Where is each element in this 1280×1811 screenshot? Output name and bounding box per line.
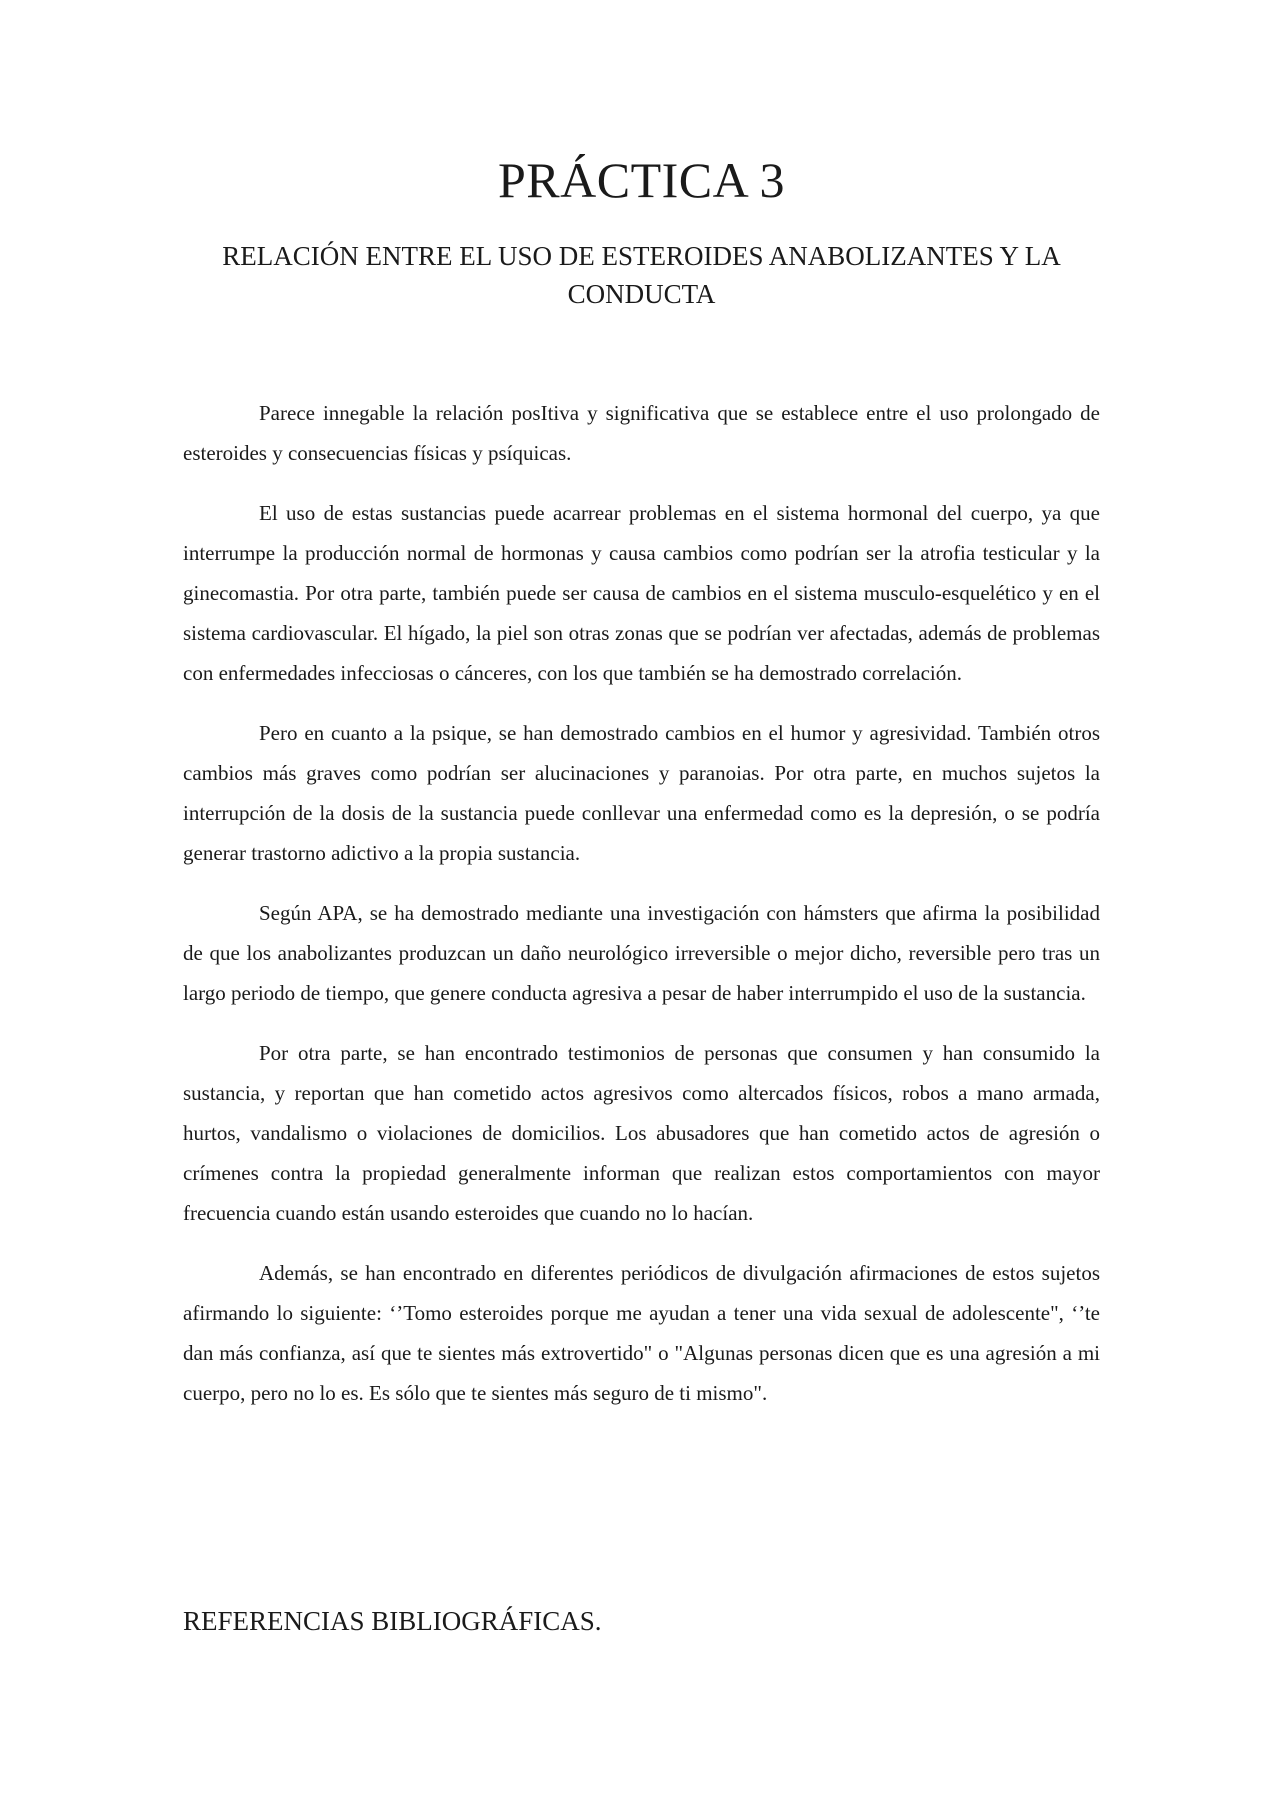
paragraph: El uso de estas sustancias puede acarrear problemas en el sistema hormonal del cuerpo, ya que interrumpe la producción normal de hormonas y causa cambios como podrían ser la atrofia testicular y la ginecomastia. Por otra parte, también puede ser causa de cambios en el sistema musculo-esquelético y en el sistema cardiovascular. El hígado, la piel son otras zonas que se podrían ver afectadas, además de problemas con enfermedades infecciosas o cánceres, con los que también se ha demostrado correlación. — [183, 501, 1100, 685]
document-title: PRÁCTICA 3 — [497, 152, 785, 208]
references-heading: REFERENCIAS BIBLIOGRÁFICAS. — [183, 1606, 602, 1636]
paragraph: Además, se han encontrado en diferentes periódicos de divulgación afirmaciones de estos sujetos afirmando lo siguiente: ‘’Tomo esteroides porque me ayudan a tener una vida sexual de adolescente", ‘’te dan más confianza, así que te sientes más extrovertido" o "Algunas personas dicen que es una agresión a mi cuerpo, pero no lo es. Es sólo que te sientes más seguro de ti mismo". — [183, 1261, 1100, 1405]
paragraph: Según APA, se ha demostrado mediante una investigación con hámsters que afirma la posibilidad de que los anabolizantes produzcan un daño neurológico irreversible o mejor dicho, reversible pero tras un largo periodo de tiempo, que genere conducta agresiva a pesar de haber interrumpido el uso de la sustancia. — [183, 901, 1100, 1005]
paragraph: Por otra parte, se han encontrado testimonios de personas que consumen y han consumido la sustancia, y reportan que han cometido actos agresivos como altercados físicos, robos a mano armada, hurtos, vandalismo o violaciones de domicilios. Los abusadores que han cometido actos de agresión o crímenes contra la propiedad generalmente informan que realizan estos comportamientos con mayor frecuencia cuando están usando esteroides que cuando no lo hacían. — [183, 1041, 1100, 1225]
document-body — [183, 393, 1100, 1433]
paragraph: Parece innegable la relación posItiva y significativa que se establece entre el uso prolongado de esteroides y consecuencias físicas y psíquicas. — [183, 401, 1100, 465]
paragraph: Pero en cuanto a la psique, se han demostrado cambios en el humor y agresividad. También otros cambios más graves como podrían ser alucinaciones y paranoias. Por otra parte, en muchos sujetos la interrupción de la dosis de la sustancia puede conllevar una enfermedad como es la depresión, o se podría generar trastorno adictivo a la propia sustancia. — [183, 721, 1100, 865]
document-subtitle: RELACIÓN ENTRE EL USO DE ESTEROIDES ANABOLIZANTES Y LA CONDUCTA — [222, 241, 1061, 309]
